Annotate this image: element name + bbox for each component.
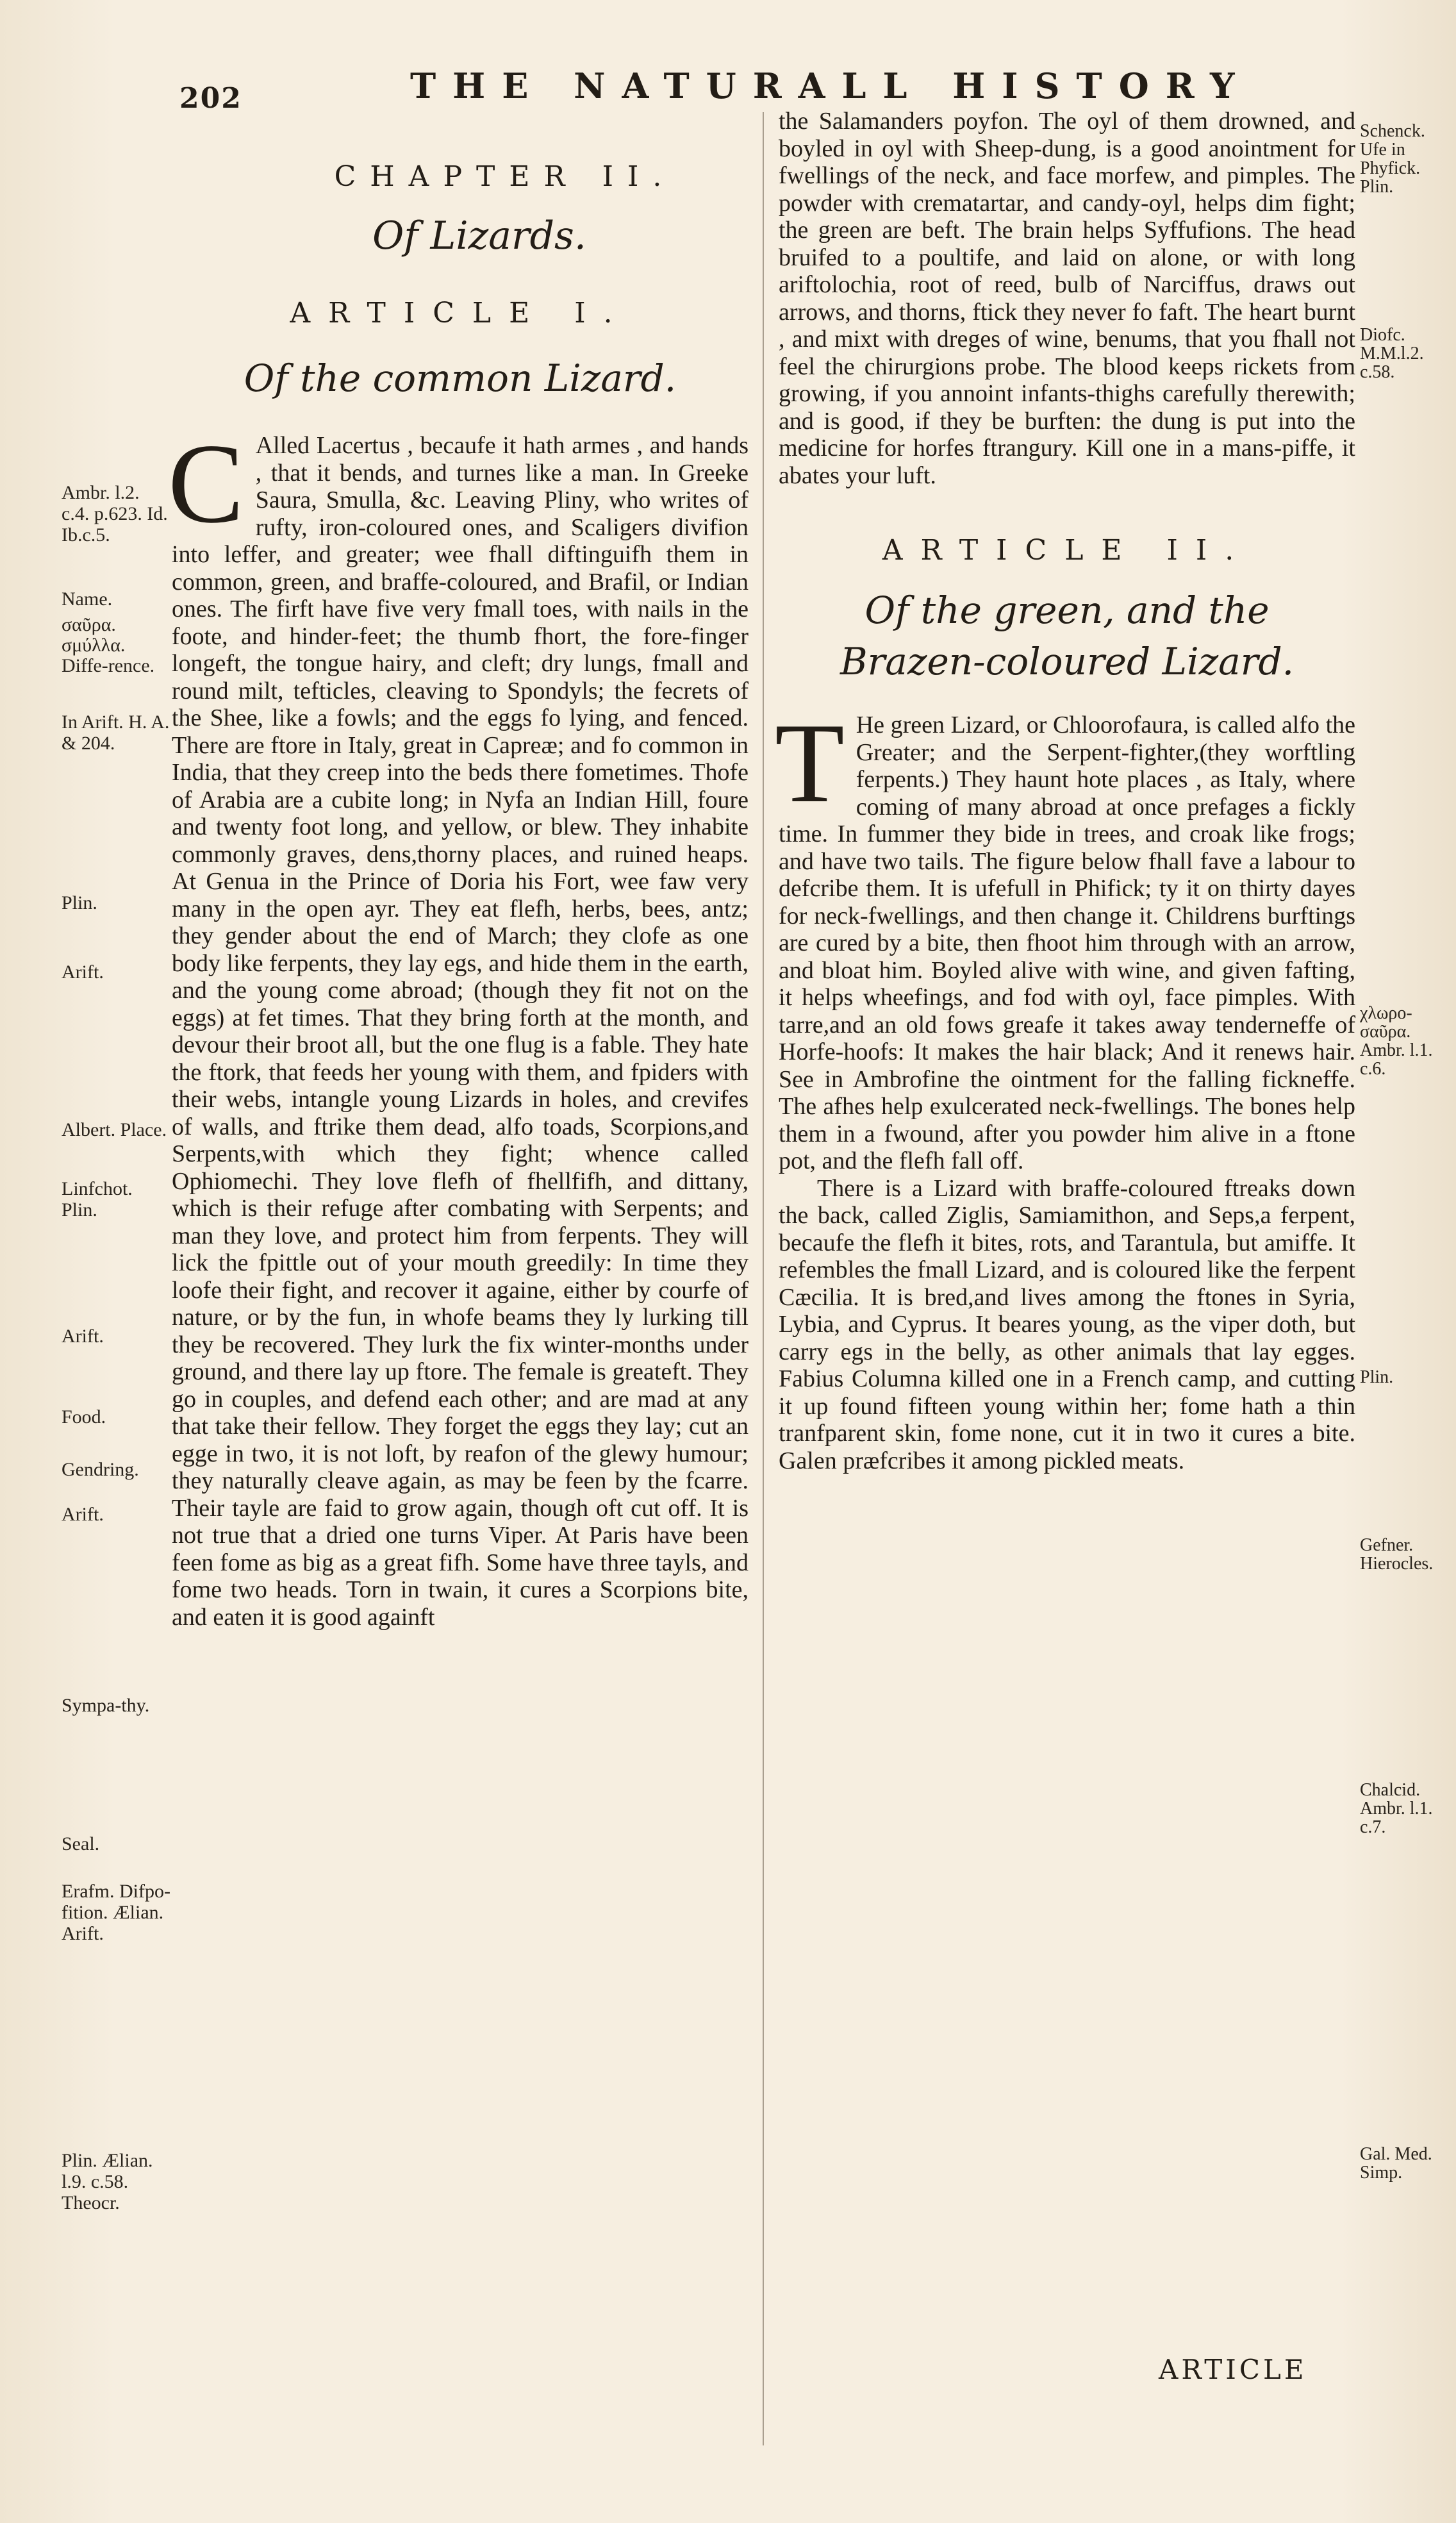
margin-note: Diffe-rence.	[62, 655, 155, 676]
chapter-title: Of Lizards.	[372, 213, 586, 258]
margin-note: Arift.	[62, 1326, 104, 1347]
article-title: Of the common Lizard.	[244, 356, 677, 400]
margin-note: Gal. Med. Simp.	[1360, 2144, 1432, 2183]
margin-note: Diofc. M.M.l.2. c.58.	[1360, 325, 1424, 382]
margin-note: Arift.	[62, 962, 104, 983]
margin-note: σμύλλα.	[62, 635, 126, 656]
page-number: 202	[179, 82, 242, 115]
right-column	[775, 108, 1355, 1474]
margin-note: Plin.	[62, 892, 97, 913]
margin-note: Name.	[62, 588, 113, 610]
left-column	[168, 147, 749, 1631]
margin-note: χλωρο-σαῦρα. Ambr. l.1. c.6.	[1360, 1003, 1433, 1079]
margin-note: Arift.	[62, 1504, 104, 1525]
article-text	[168, 420, 749, 1631]
drop-cap: T	[775, 699, 845, 826]
article-heading: ARTICLE I.	[290, 297, 631, 329]
paragraph: the Salamanders poyfon. The oyl of them drowned, and boyled in oyl with Sheep-dung, is a good anointment for fwellings of the neck, and face morfew, and pimples. The powder with crematartar, and candy-oyl, helps dim fight; the green are beft. The brain helps Syffufions. The head bruifed to a poultife, and laid on alone, or with long ariftolochia, root of reed, bulb of Narciffus, draws out arrows, and thorns, ftick they never fo faft. The heart burnt , and mixt with dreges of wine, benums, that you fhall not feel the chirurgions probe. The blood keeps rickets from growing, if you annoint infants-thighs carefully therewith; and is good, if they be burften: the dung is put into the medicine for horfes ftrangury. Kill one in a mans-piffe, it abates your luft.	[779, 108, 1355, 489]
margin-note: Gefner. Hierocles.	[1360, 1535, 1434, 1574]
catchword: ARTICLE	[1159, 2354, 1307, 2385]
margin-note: Plin. Ælian. l.9. c.58. Theocr.	[62, 2150, 153, 2213]
chapter-heading: CHAPTER II.	[334, 160, 676, 193]
article-text	[775, 699, 1355, 1175]
running-head: THE NATURALL HISTORY	[410, 65, 1252, 106]
paragraph: Alled Lacertus , becaufe it hath armes , and hands , that it bends, and turnes like a man. In Greeke Saura, Smulla, &c. Leaving Pliny, who writes of rufty, iron-coloured ones, and Scaligers divifion into leffer, and greater; wee fhall diftinguifh them in common, green, and braffe-coloured, and Brafil, or Indian ones. The firft have five very fmall toes, with nails in the foote, and hinder-feet; the thumb fhort, the fore-finger longeft, the tongue hairy, and cleft; dry lungs, fmall and round milt, tefticles, cleaving to Spondyls; the fecrets of the Shee, like a fowls; and the eggs fo lying, and fenced. There are ftore in Italy, great in Capreæ; and fo common in India, that they creep into the beds there fometimes. Thofe of Arabia are a cubite long; in Nyfa an Indian Hill, foure and twenty foot long, and yellow, or blew. They inhabite commonly graves, dens,thorny places, and ruined heaps. At Genua in the Prince of Doria his Fort, weе faw very many in the open ayr. They eat flefh, herbs, bees, antz; they gender about the end of March; they clofe as one body like ferpents, they lay egs, and hide them in the earth, and the young come abroad; (though they fit not on the eggs) at fet times. That they bring forth at the month, and devour their broot all, but the one flug is a fable. They hate the ftork, that feeds her young with them, and fpiders with their webs, intangle young Lizards in holes, and crevifes of walls, and ftrike them dead, alfo toads, Scorpions,and Serpents,with which they fight; whence called Ophiomechi. They love flefh of fhellfifh, and dittany, which is their refuge after combating with Serpents; and man they love, and protect him from ferpents. They will lick the fpittle out of your mouth greedily: In time they loofe their fight, and recover it againe, either by courfe of nature, or by the fun, in whofe beams they ly lurking till they be recovered. They lurk the fix winter-months under ground, and there lay up ftore. The female is greateft. They go in couples, and defend each other; and are mad at any that take their fellow. They forget the eggs they lay; cut an egge in two, it is not loft, by reafon of the glewy humour; they naturally cleave again, as may be feen by the fcarre. Their tayle are faid to grow again, though oft cut off. It is not true that a dried one turns Viper. At Paris have been feen fome as big as a great fifh. Some have three tayls, and fome two heads. Torn in twain, it cures a Scorpions bite, and eaten it is good againft	[172, 432, 749, 1631]
margin-note: σαῦρα.	[62, 614, 116, 635]
margin-note: Albert. Place.	[62, 1119, 167, 1140]
margin-note: Erafm. Difpo-fition. Ælian. Arift.	[62, 1881, 170, 1944]
margin-note: Ambr. l.2. c.4. p.623. Id. Ib.c.5.	[62, 482, 168, 545]
paragraph: There is a Lizard with braffe-coloured ftreaks down the back, called Ziglis, Samiamithon, and Seps,a ferpent, becaufe the flefh it bites, rots, and Tarantula, but amiffe. It refembles the fmall Lizard, and is coloured like the ferpent Cæcilia. It is bred,and lives among the ftones in Syria, Lybia, and Cyprus. It beares young, as the viper doth, but carry egs in the belly, as other animals that lay egges. Fabius Columna killed one in a French camp, and cutting it up found fifteen young within her; fome hath a thin tranfparent skin, fome none, cut it in two it cures a bite. Galen præfcribes it among pickled meats.	[779, 1174, 1355, 1474]
column-divider	[763, 112, 764, 2445]
article-title: Of the green, and the Brazen-coloured Lizard.	[840, 588, 1295, 683]
margin-note: Gendring.	[62, 1459, 139, 1480]
margin-note: Chalcid. Ambr. l.1. c.7.	[1360, 1780, 1433, 1837]
drop-cap: C	[168, 420, 244, 547]
paragraph: He green Lizard, or Chloorofaura, is called alfo the Greater; and the Serpent-fighter,(they worftling ferpents.) They haunt hote places , as Italy, where coming of many abroad at once prefages a fickly time. In fummer they bide in trees, and croak like frogs; and have two tails. The figure below fhall fave a labour to defcribe them. It is ufefull in Phifick; ty it on thirty dayes for neck-fwellings, and then change it. Childrens burftings are cured by a bite, then fhoot him through with an arrow, and bloat him. Boyled alive with wine, and given fafting, it helps wheefings, and fod with oyl, face pimples. With tarre,and an old fows greafe it takes away tenderneffe of Horfe-hoofs: It makes the hair black; And it renews hair. See in Ambrofine the ointment for the falling fickneffe. The afhes help exulcerated neck-fwellings. The bones help them in a fwound, after you powder him alive in a ftone pot, and the flefh fall off.	[779, 712, 1355, 1174]
margin-note: Schenck. Ufe in Phyfick. Plin.	[1360, 121, 1425, 197]
article-heading: ARTICLE II.	[882, 534, 1252, 567]
margin-note: Linfchot. Plin.	[62, 1178, 133, 1220]
margin-note: Seal.	[62, 1833, 100, 1854]
margin-note: In Arift. H. A. & 204.	[62, 712, 170, 754]
margin-note: Food.	[62, 1406, 106, 1428]
margin-note: Plin.	[1360, 1367, 1394, 1387]
margin-note: Sympa-thy.	[62, 1695, 150, 1716]
